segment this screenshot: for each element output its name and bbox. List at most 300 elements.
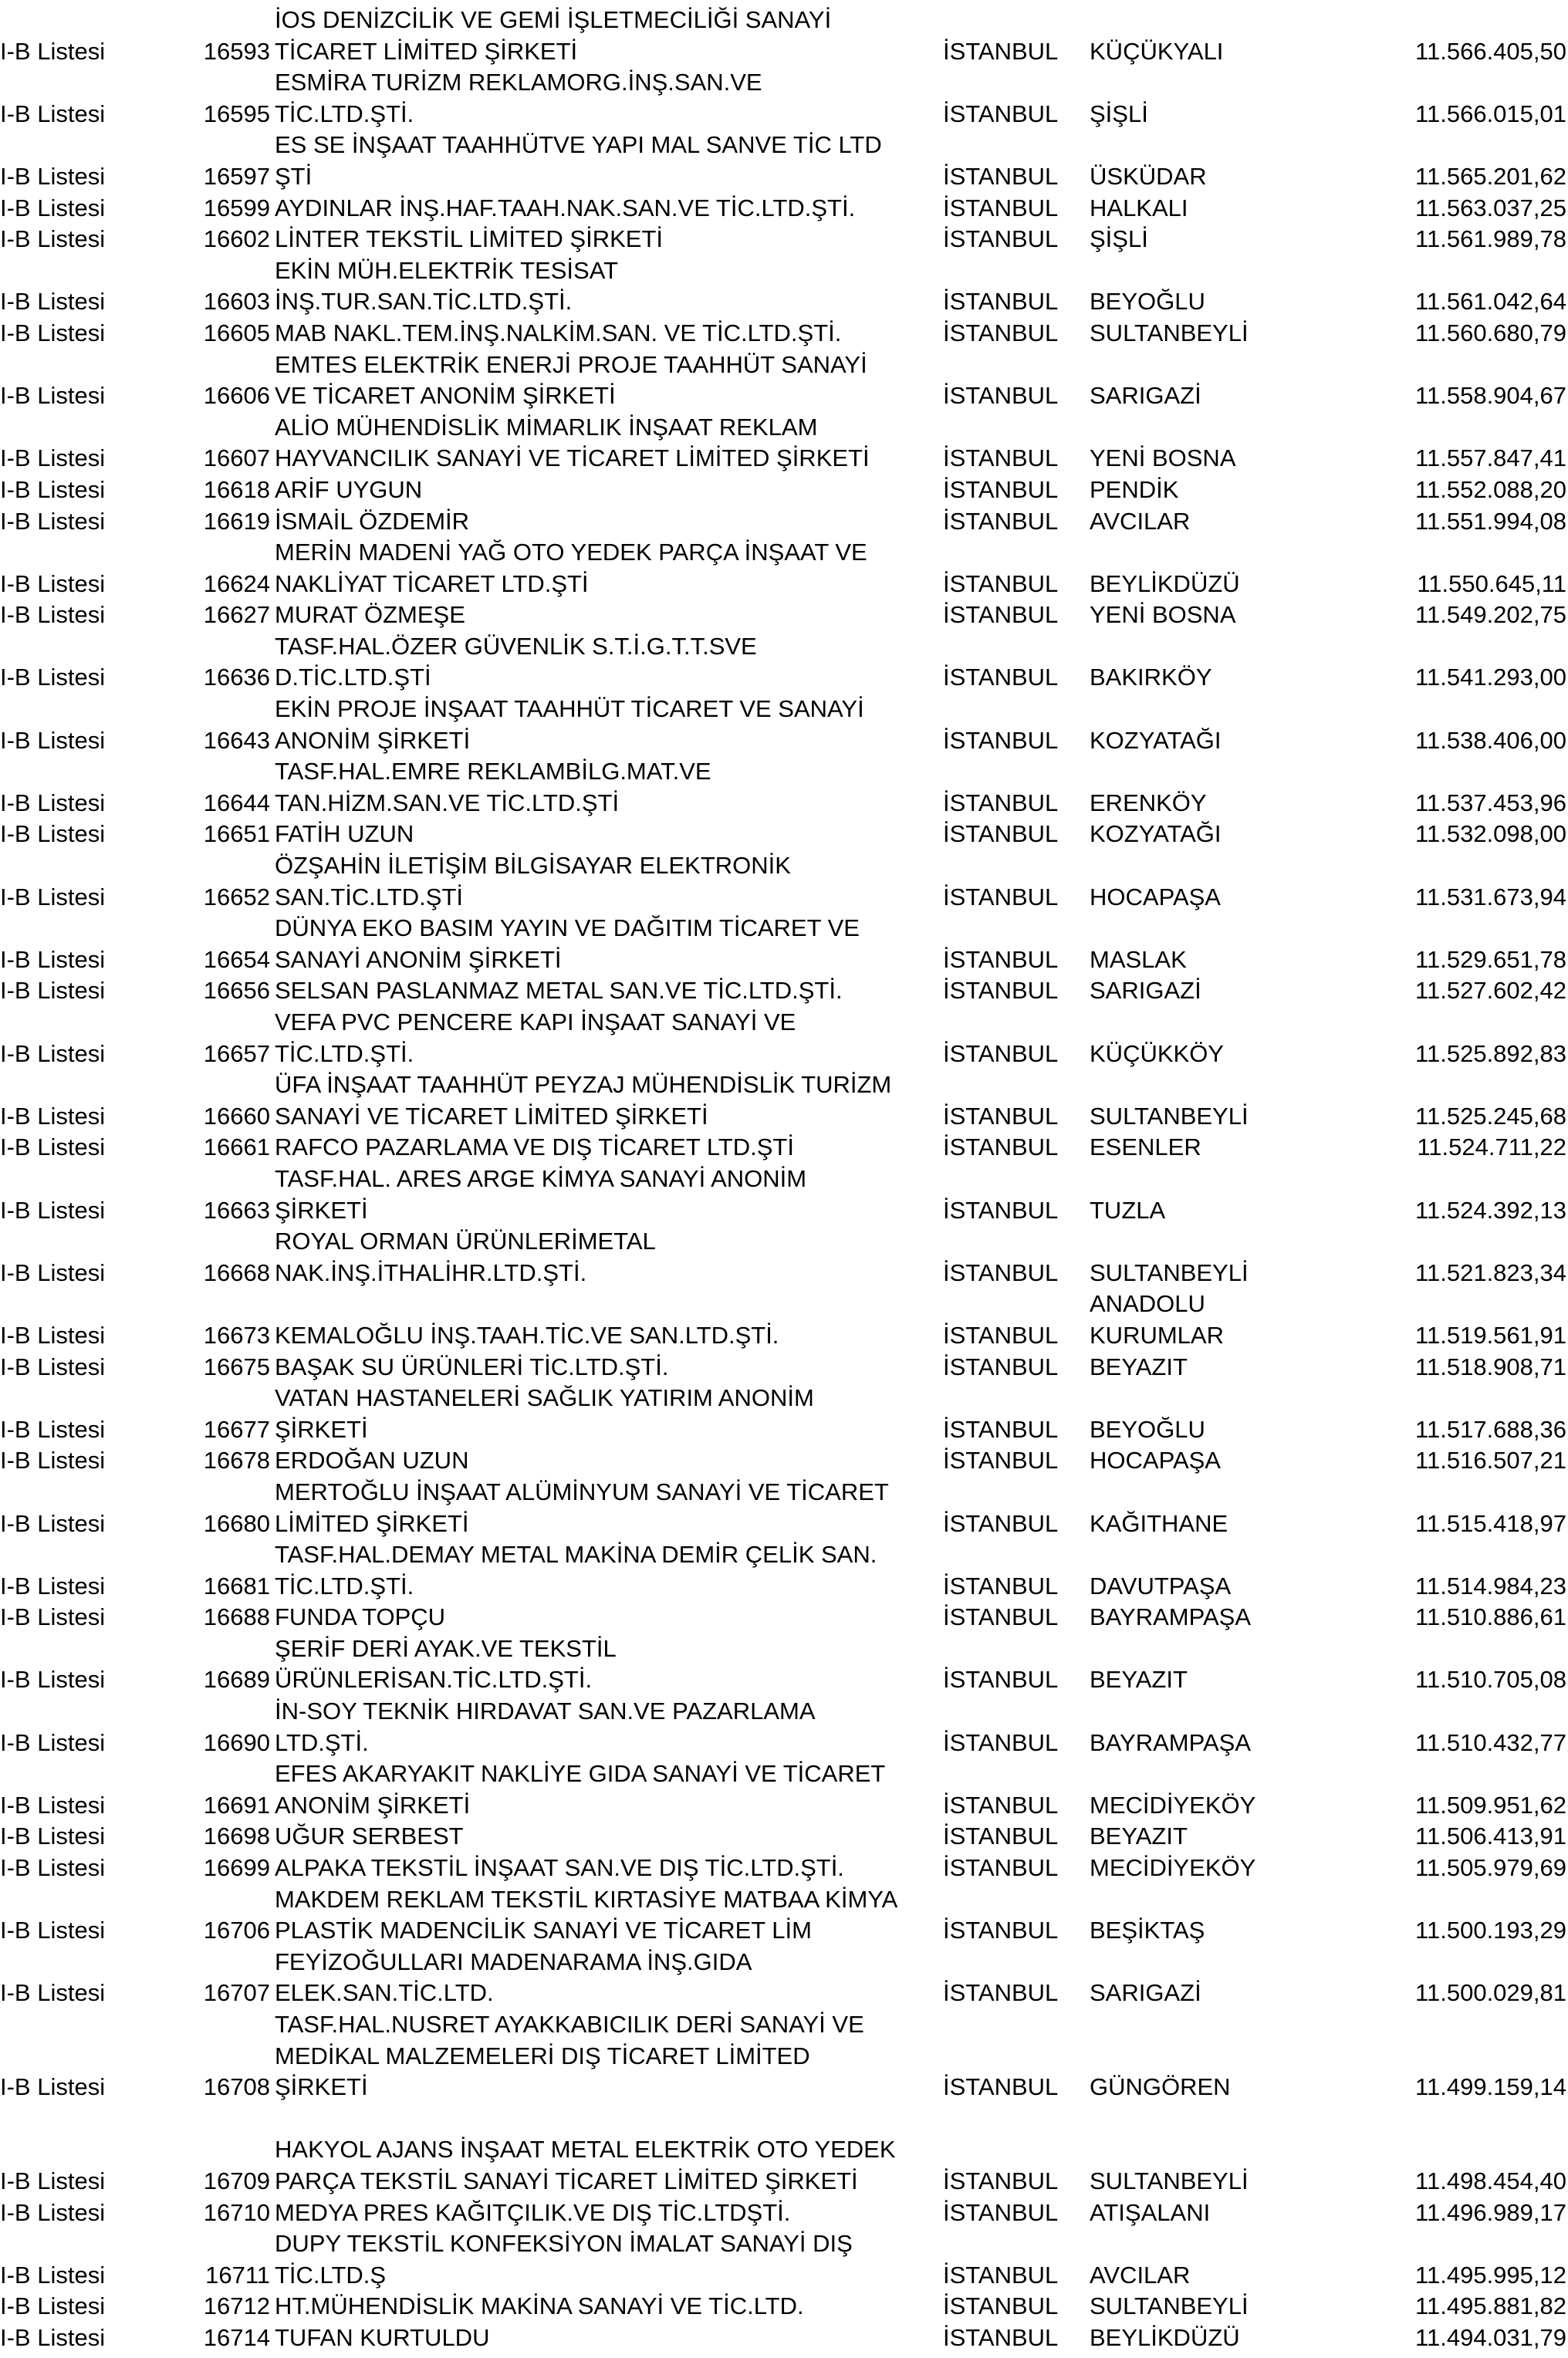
list-label: I-B Listesi: [0, 1728, 106, 1756]
district: [1090, 2260, 1344, 2292]
city: İSTANBUL: [943, 2292, 1059, 2320]
district-line: HOCAPAŞA: [1090, 883, 1221, 910]
district-line: ESENLER: [1090, 1133, 1201, 1161]
district: [1090, 1508, 1344, 1540]
table-row: [0, 318, 1568, 350]
company-name: [275, 1226, 943, 1289]
company-name: [275, 600, 943, 631]
amount: 11.521.823,34: [1415, 1258, 1566, 1286]
list-label: I-B Listesi: [0, 1823, 106, 1850]
record-id: 16712: [203, 2292, 270, 2320]
amount: 11.510.886,61: [1415, 1603, 1566, 1631]
company-name-line: DUPY TEKSTİL KONFEKSİYON İMALAT SANAYİ DIŞ: [275, 2230, 853, 2258]
table-row: [0, 1539, 1568, 1602]
company-name-line: TİC.LTD.ŞTİ.: [275, 1572, 414, 1600]
city: İSTANBUL: [943, 1572, 1059, 1600]
company-name-line: LİNTER TEKSTİL LİMİTED ŞİRKETİ: [275, 225, 663, 253]
record-id: 16690: [203, 1728, 270, 1756]
district: [1090, 318, 1344, 350]
record-id: 16624: [203, 569, 270, 597]
district: [1090, 1821, 1344, 1853]
amount: 11.550.645,11: [1417, 569, 1566, 597]
company-name: [275, 1821, 943, 1853]
company-name: [275, 819, 943, 850]
amount: 11.519.561,91: [1415, 1321, 1566, 1349]
city: İSTANBUL: [943, 444, 1059, 472]
amount: 11.525.245,68: [1415, 1102, 1566, 1130]
table-row: [0, 537, 1568, 600]
district-line: BEŞİKTAŞ: [1090, 1917, 1205, 1944]
district-line: BAKIRKÖY: [1090, 664, 1212, 691]
company-name-line: MAB NAKL.TEM.İNŞ.NALKİM.SAN. VE TİC.LTD.ŞTİ.: [275, 319, 842, 346]
list-label: I-B Listesi: [0, 288, 106, 316]
district-line: BEYAZIT: [1090, 1666, 1188, 1694]
company-name-line: SANAYİ VE TİCARET LİMİTED ŞİRKETİ: [275, 1102, 708, 1130]
table-row: [0, 2009, 1568, 2103]
company-name-line: VEFA PVC PENCERE KAPI İNŞAAT SANAYİ VE: [275, 1008, 796, 1035]
record-id: 16595: [203, 100, 270, 127]
list-label: I-B Listesi: [0, 1917, 106, 1944]
company-name-line: MEDİKAL MALZEMELERİ DIŞ TİCARET LİMİTED: [275, 2042, 810, 2069]
city: İSTANBUL: [943, 2261, 1059, 2289]
company-name: [275, 1696, 943, 1758]
table-row: [0, 975, 1568, 1007]
amount: 11.561.989,78: [1415, 225, 1566, 253]
district: [1090, 725, 1344, 757]
company-name-line: ERDOĞAN UZUN: [275, 1447, 469, 1475]
district-line: HALKALI: [1090, 194, 1188, 221]
company-name: [275, 631, 943, 694]
district-line: YENİ BOSNA: [1090, 601, 1236, 629]
amount: 11.496.989,17: [1415, 2198, 1566, 2226]
company-name: [275, 475, 943, 506]
amount: 11.529.651,78: [1415, 945, 1566, 973]
district: [1090, 161, 1344, 193]
city: İSTANBUL: [943, 601, 1059, 629]
company-name: [275, 1069, 943, 1132]
company-name-line: ŞTİ: [275, 162, 313, 190]
city: İSTANBUL: [943, 162, 1059, 190]
record-id: 16680: [203, 1509, 270, 1537]
record-id: 16606: [203, 382, 270, 410]
city: İSTANBUL: [943, 100, 1059, 127]
company-name-line: HAKYOL AJANS İNŞAAT METAL ELEKTRİK OTO YEDEK: [275, 2136, 896, 2164]
amount: 11.532.098,00: [1415, 820, 1566, 848]
company-name: [275, 2323, 943, 2354]
company-name-line: EKİN PROJE İNŞAAT TAAHHÜT TİCARET VE SANAYİ: [275, 695, 864, 723]
company-name-line: ALİO MÜHENDİSLİK MİMARLIK İNŞAAT REKLAM: [275, 413, 818, 441]
amount: 11.552.088,20: [1415, 475, 1566, 503]
city: İSTANBUL: [943, 1102, 1059, 1130]
district-line: ŞİŞLİ: [1090, 100, 1148, 127]
district-line: AVCILAR: [1090, 507, 1191, 535]
list-label: I-B Listesi: [0, 2292, 106, 2320]
table-row: [0, 224, 1568, 255]
district: [1090, 2072, 1344, 2103]
company-name-line: VATAN HASTANELERİ SAĞLIK YATIRIM ANONİM: [275, 1384, 814, 1412]
record-id: 16706: [203, 1917, 270, 1944]
company-name-line: EKİN MÜH.ELEKTRİK TESİSAT: [275, 256, 619, 284]
company-name: [275, 2134, 943, 2197]
record-id: 16668: [203, 1258, 270, 1286]
district-line: DAVUTPAŞA: [1090, 1572, 1232, 1600]
district: [1090, 1414, 1344, 1446]
company-name-line: AYDINLAR İNŞ.HAF.TAAH.NAK.SAN.VE TİC.LTD.ŞTİ.: [275, 194, 856, 221]
list-label: I-B Listesi: [0, 1039, 106, 1067]
district-line: ŞİŞLİ: [1090, 225, 1148, 253]
district: [1090, 443, 1344, 475]
record-id: 16599: [203, 194, 270, 221]
list-label: I-B Listesi: [0, 162, 106, 190]
district-line: BEYAZIT: [1090, 1823, 1188, 1850]
record-id: 16698: [203, 1823, 270, 1850]
record-id: 16709: [203, 2167, 270, 2194]
table-row: [0, 756, 1568, 819]
city: İSTANBUL: [943, 1917, 1059, 1944]
company-name: [275, 537, 943, 600]
table-row: [0, 631, 1568, 694]
record-id: 16603: [203, 288, 270, 316]
record-id: 16607: [203, 444, 270, 472]
table-row: [0, 1758, 1568, 1821]
amount: 11.524.711,22: [1417, 1133, 1566, 1161]
record-id: 16661: [203, 1133, 270, 1161]
district-line: AVCILAR: [1090, 2261, 1191, 2289]
list-label: I-B Listesi: [0, 1447, 106, 1475]
company-name: [275, 756, 943, 819]
city: İSTANBUL: [943, 977, 1059, 1005]
company-name-line: DÜNYA EKO BASIM YAYIN VE DAĞITIM TİCARET VE: [275, 914, 860, 942]
list-label: I-B Listesi: [0, 475, 106, 503]
district: [1090, 1289, 1344, 1351]
district: [1090, 1195, 1344, 1227]
list-label: I-B Listesi: [0, 1791, 106, 1819]
city: İSTANBUL: [943, 820, 1059, 848]
amount: 11.500.029,81: [1415, 1979, 1566, 2007]
district: [1090, 662, 1344, 694]
company-name-line: ANONİM ŞİRKETİ: [275, 1791, 471, 1819]
list-label: I-B Listesi: [0, 1258, 106, 1286]
company-name-line: TİC.LTD.ŞTİ.: [275, 1039, 414, 1067]
list-label: I-B Listesi: [0, 382, 106, 410]
district-line: KOZYATAĞI: [1090, 820, 1222, 848]
district: [1090, 1258, 1344, 1289]
list-label: I-B Listesi: [0, 1353, 106, 1380]
company-name-line: ROYAL ORMAN ÜRÜNLERİMETAL: [275, 1228, 656, 1255]
list-label: I-B Listesi: [0, 977, 106, 1005]
record-id: 16681: [203, 1572, 270, 1600]
company-name: [275, 5, 943, 67]
district: [1090, 2198, 1344, 2229]
company-name: [275, 2198, 943, 2229]
amount: 11.525.892,83: [1415, 1039, 1566, 1067]
company-name: [275, 913, 943, 975]
company-name-line: NAKLİYAT TİCARET LTD.ŞTİ: [275, 569, 589, 597]
district: [1090, 569, 1344, 600]
district: [1090, 1101, 1344, 1133]
city: İSTANBUL: [943, 507, 1059, 535]
record-id: 16597: [203, 162, 270, 190]
city: İSTANBUL: [943, 1823, 1059, 1850]
district: [1090, 788, 1344, 819]
district-line: ATIŞALANI: [1090, 2198, 1211, 2226]
table-row: [0, 2291, 1568, 2323]
company-name-line: SANAYİ ANONİM ŞİRKETİ: [275, 945, 562, 973]
table-row: [0, 1007, 1568, 1069]
company-name-line: D.TİC.LTD.ŞTİ: [275, 664, 431, 691]
record-id: 16675: [203, 1353, 270, 1380]
table-row: [0, 67, 1568, 130]
record-id: 16602: [203, 225, 270, 253]
amount: 11.509.951,62: [1415, 1791, 1566, 1819]
district-line: SULTANBEYLİ: [1090, 319, 1249, 346]
record-id: 16656: [203, 977, 270, 1005]
company-name-line: TİC.LTD.Ş: [275, 2261, 387, 2289]
company-name-line: SELSAN PASLANMAZ METAL SAN.VE TİC.LTD.ŞTİ.: [275, 977, 843, 1005]
company-name: [275, 224, 943, 255]
table-row: [0, 475, 1568, 506]
company-name: [275, 67, 943, 130]
company-name: [275, 1853, 943, 1884]
company-name: [275, 1445, 943, 1477]
company-name-line: MAKDEM REKLAM TEKSTİL KIRTASİYE MATBAA KİMYA: [275, 1885, 898, 1913]
company-name: [275, 1758, 943, 1821]
table-row: [0, 694, 1568, 756]
company-name-line: ÜFA İNŞAAT TAAHHÜT PEYZAJ MÜHENDİSLİK TURİZM: [275, 1071, 892, 1099]
amount: 11.517.688,36: [1415, 1415, 1566, 1443]
company-name-line: TİC.LTD.ŞTİ.: [275, 100, 414, 127]
company-name-line: TASF.HAL.NUSRET AYAKKABICILIK DERİ SANAYİ VE: [275, 2011, 864, 2038]
list-label: I-B Listesi: [0, 1854, 106, 1882]
amount: 11.558.904,67: [1415, 382, 1566, 410]
record-id: 16643: [203, 726, 270, 754]
company-name-line: ANONİM ŞİRKETİ: [275, 726, 471, 754]
table-row: [0, 1289, 1568, 1351]
district: [1090, 36, 1344, 68]
company-name: [275, 1007, 943, 1069]
district: [1090, 600, 1344, 631]
amount: 11.510.705,08: [1415, 1666, 1566, 1694]
district-line: SULTANBEYLİ: [1090, 1258, 1249, 1286]
district: [1090, 380, 1344, 412]
record-id: 16689: [203, 1666, 270, 1694]
city: İSTANBUL: [943, 1415, 1059, 1443]
district-line: BEYAZIT: [1090, 1353, 1188, 1380]
amount: 11.524.392,13: [1415, 1196, 1566, 1224]
company-name-line: ŞERİF DERİ AYAK.VE TEKSTİL: [275, 1634, 617, 1662]
city: İSTANBUL: [943, 1353, 1059, 1380]
table-row: [0, 5, 1568, 67]
company-name-line: İN-SOY TEKNİK HIRDAVAT SAN.VE PAZARLAMA: [275, 1698, 816, 1725]
company-name-line: RAFCO PAZARLAMA VE DIŞ TİCARET LTD.ŞTİ: [275, 1133, 794, 1161]
table-row: [0, 412, 1568, 475]
city: İSTANBUL: [943, 883, 1059, 910]
city: İSTANBUL: [943, 1603, 1059, 1631]
district-line: YENİ BOSNA: [1090, 444, 1236, 472]
amount: 11.527.602,42: [1415, 977, 1566, 1005]
list-label: I-B Listesi: [0, 37, 106, 65]
company-name-line: TAN.HİZM.SAN.VE TİC.LTD.ŞTİ: [275, 789, 620, 816]
city: İSTANBUL: [943, 225, 1059, 253]
table-row: [0, 130, 1568, 192]
district: [1090, 475, 1344, 506]
district-line: MECİDİYEKÖY: [1090, 1854, 1256, 1882]
company-name-line: İSMAİL ÖZDEMİR: [275, 507, 470, 535]
city: İSTANBUL: [943, 1039, 1059, 1067]
city: İSTANBUL: [943, 664, 1059, 691]
city: İSTANBUL: [943, 194, 1059, 221]
city: İSTANBUL: [943, 2198, 1059, 2226]
company-name: [275, 1352, 943, 1383]
table-row: [0, 1226, 1568, 1289]
table-row: [0, 850, 1568, 913]
record-id: 16652: [203, 883, 270, 910]
company-name-line: İNŞ.TUR.SAN.TİC.LTD.ŞTİ.: [275, 288, 573, 316]
table-row: [0, 2228, 1568, 2291]
city: İSTANBUL: [943, 1258, 1059, 1286]
list-label: I-B Listesi: [0, 1133, 106, 1161]
company-name: [275, 1539, 943, 1602]
district: [1090, 1352, 1344, 1383]
amount: 11.531.673,94: [1415, 883, 1566, 910]
record-id: 16593: [203, 37, 270, 65]
record-id: 16678: [203, 1447, 270, 1475]
city: İSTANBUL: [943, 1728, 1059, 1756]
list-label: I-B Listesi: [0, 789, 106, 816]
company-name: [275, 1289, 943, 1351]
table-row: [0, 1602, 1568, 1633]
company-name-line: EFES AKARYAKIT NAKLİYE GIDA SANAYİ VE TİCARET: [275, 1760, 886, 1788]
district: [1090, 1602, 1344, 1633]
list-label: I-B Listesi: [0, 569, 106, 597]
list-label: I-B Listesi: [0, 1321, 106, 1349]
company-name: [275, 1602, 943, 1633]
amount: 11.566.405,50: [1415, 37, 1566, 65]
list-label: I-B Listesi: [0, 2073, 106, 2101]
record-id: 16619: [203, 507, 270, 535]
list-label: I-B Listesi: [0, 1979, 106, 2007]
district: [1090, 1853, 1344, 1884]
list-label: I-B Listesi: [0, 1102, 106, 1130]
table-row: [0, 1352, 1568, 1383]
list-label: I-B Listesi: [0, 507, 106, 535]
company-name-line: KEMALOĞLU İNŞ.TAAH.TİC.VE SAN.LTD.ŞTİ.: [275, 1321, 779, 1349]
table-row: [0, 255, 1568, 318]
district-line: BEYOĞLU: [1090, 288, 1205, 316]
list-label: I-B Listesi: [0, 100, 106, 127]
company-name: [275, 2009, 943, 2103]
district-line: SARIGAZİ: [1090, 382, 1201, 410]
district: [1090, 224, 1344, 255]
amount: 11.560.680,79: [1415, 319, 1566, 346]
district-line: MASLAK: [1090, 945, 1187, 973]
city: İSTANBUL: [943, 1666, 1059, 1694]
record-id: 16677: [203, 1415, 270, 1443]
city: İSTANBUL: [943, 382, 1059, 410]
table-row: [0, 1884, 1568, 1947]
company-name: [275, 506, 943, 538]
district: [1090, 1132, 1344, 1164]
district-line: TUZLA: [1090, 1196, 1166, 1224]
district-line: BAYRAMPAŞA: [1090, 1728, 1252, 1756]
table-row: [0, 913, 1568, 975]
document-table: [0, 5, 1568, 2354]
amount: 11.549.202,75: [1415, 601, 1566, 629]
company-name: [275, 318, 943, 350]
table-row: [0, 1445, 1568, 1477]
company-name-line: SAN.TİC.LTD.ŞTİ: [275, 883, 464, 910]
company-name: [275, 2291, 943, 2323]
list-label: I-B Listesi: [0, 726, 106, 754]
list-label: I-B Listesi: [0, 1572, 106, 1600]
list-label: I-B Listesi: [0, 319, 106, 346]
district: [1090, 1728, 1344, 1759]
record-id: 16651: [203, 820, 270, 848]
company-name-line: [275, 1289, 943, 1320]
amount: 11.495.995,12: [1415, 2261, 1566, 2289]
district-line: SULTANBEYLİ: [1090, 1102, 1249, 1130]
company-name-line: HT.MÜHENDİSLİK MAKİNA SANAYİ VE TİC.LTD.: [275, 2292, 804, 2320]
company-name-line: ŞİRKETİ: [275, 1415, 368, 1443]
district-line: ANADOLU: [1090, 1290, 1205, 1318]
company-name-line: UĞUR SERBEST: [275, 1823, 464, 1850]
company-name-line: TASF.HAL.ÖZER GÜVENLİK S.T.İ.G.T.T.SVE: [275, 632, 757, 660]
amount: 11.515.418,97: [1415, 1509, 1566, 1537]
list-label: I-B Listesi: [0, 664, 106, 691]
company-name: [275, 1383, 943, 1445]
amount: 11.500.193,29: [1415, 1917, 1566, 1944]
table-row: [0, 1633, 1568, 1696]
record-id: 16707: [203, 1979, 270, 2007]
city: İSTANBUL: [943, 2073, 1059, 2101]
company-name: [275, 130, 943, 192]
district-line: GÜNGÖREN: [1090, 2073, 1231, 2101]
list-label: I-B Listesi: [0, 2323, 106, 2351]
company-name-line: PLASTİK MADENCİLİK SANAYİ VE TİCARET LİM: [275, 1917, 812, 1944]
company-name-line: LİMİTED ŞİRKETİ: [275, 1509, 469, 1537]
company-name-line: ESMİRA TURİZM REKLAMORG.İNŞ.SAN.VE: [275, 69, 762, 96]
list-label: I-B Listesi: [0, 1666, 106, 1694]
company-name: [275, 412, 943, 475]
list-label: I-B Listesi: [0, 945, 106, 973]
company-name-line: VE TİCARET ANONİM ŞİRKETİ: [275, 382, 616, 410]
record-id: 16654: [203, 945, 270, 973]
city: İSTANBUL: [943, 475, 1059, 503]
company-name: [275, 193, 943, 225]
table-row: [0, 1821, 1568, 1853]
list-label: I-B Listesi: [0, 601, 106, 629]
record-id: 16711: [205, 2261, 270, 2289]
amount: 11.506.413,91: [1415, 1823, 1566, 1850]
record-id: 16605: [203, 319, 270, 346]
company-name-line: TASF.HAL. ARES ARGE KİMYA SANAYİ ANONİM: [275, 1164, 807, 1192]
amount: 11.538.406,00: [1415, 726, 1566, 754]
table-row: [0, 1947, 1568, 2009]
company-name: [275, 1164, 943, 1226]
amount: 11.510.432,77: [1415, 1728, 1566, 1756]
company-name-line: TASF.HAL.EMRE REKLAMBİLG.MAT.VE: [275, 758, 711, 785]
record-id: 16688: [203, 1603, 270, 1631]
record-id: 16710: [203, 2198, 270, 2226]
table-row: [0, 1383, 1568, 1445]
record-id: 16673: [203, 1321, 270, 1349]
company-name-line: EMTES ELEKTRİK ENERJİ PROJE TAAHHÜT SANAYİ: [275, 350, 867, 378]
table-row: [0, 193, 1568, 225]
company-name-line: ÜRÜNLERİSAN.TİC.LTD.ŞTİ.: [275, 1666, 593, 1694]
company-name: [275, 2228, 943, 2291]
company-name-line: HAYVANCILIK SANAYİ VE TİCARET LİMİTED ŞİRKETİ: [275, 444, 870, 472]
district-line: BEYLİKDÜZÜ: [1090, 2323, 1240, 2351]
